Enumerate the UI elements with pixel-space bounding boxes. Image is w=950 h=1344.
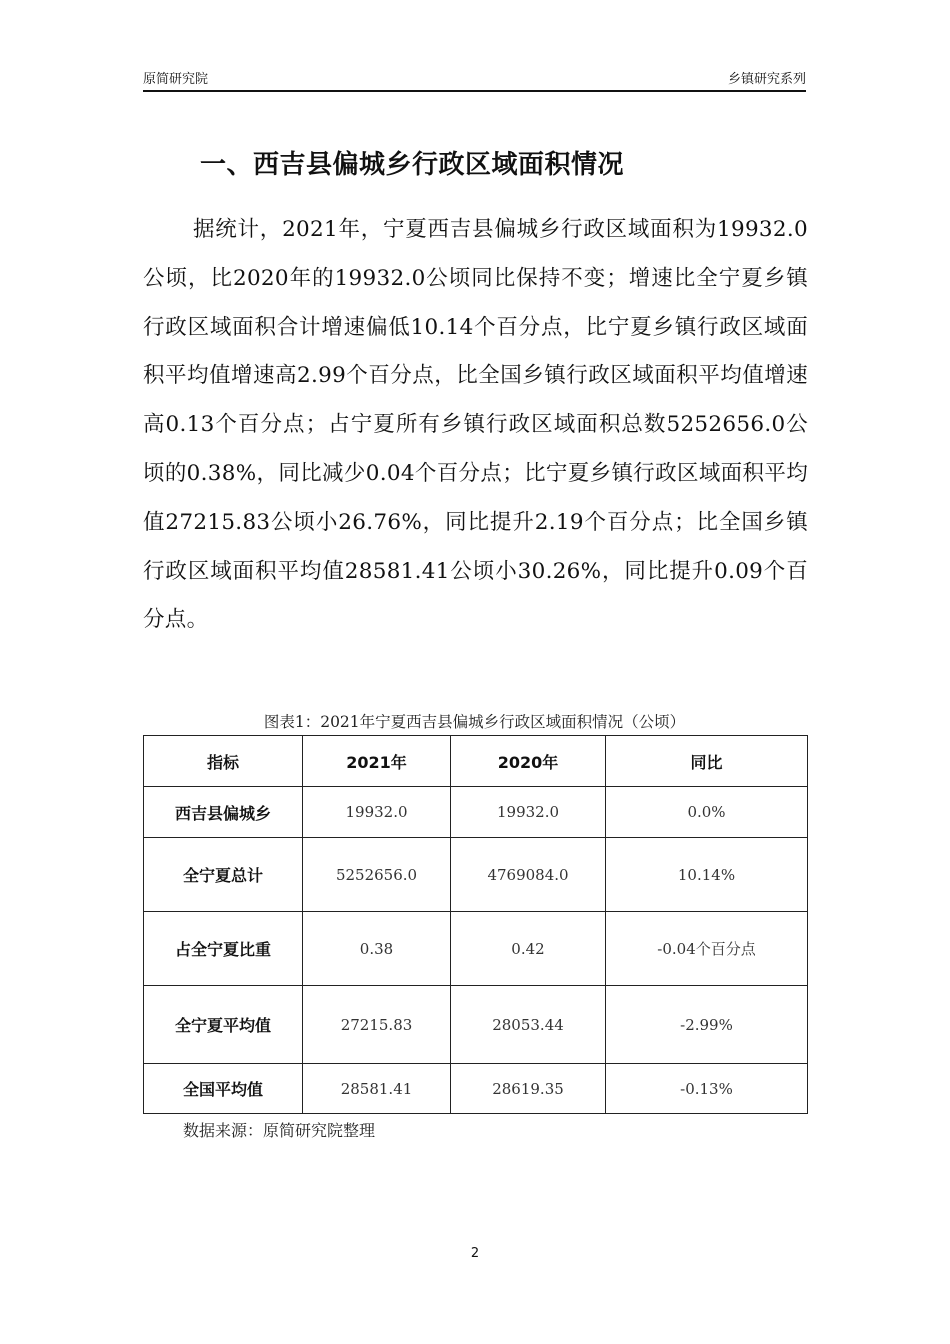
value-yoy: 10.14%: [606, 838, 808, 912]
header-series-name: 乡镇研究系列: [727, 72, 806, 87]
page-number: 2: [470, 1246, 480, 1261]
table-row: [144, 838, 808, 912]
row-label: 全宁夏平均值: [144, 986, 303, 1064]
value-2021: 28581.41: [303, 1064, 451, 1114]
value-yoy: -0.13%: [606, 1064, 808, 1114]
table-row: [144, 1064, 808, 1114]
section-title: 一、西吉县偏城乡行政区域面积情况: [200, 150, 625, 180]
table-row: [144, 912, 808, 986]
value-2020: 4769084.0: [451, 838, 606, 912]
value-2021: 27215.83: [303, 986, 451, 1064]
value-2021: 5252656.0: [303, 838, 451, 912]
data-source-note: 数据来源：原简研究院整理: [183, 1121, 376, 1140]
table-row: [144, 986, 808, 1064]
header-yoy: 同比: [606, 736, 808, 787]
value-2021: 19932.0: [303, 787, 451, 838]
header-2021: 2021年: [303, 736, 451, 787]
value-yoy: -0.04个百分点: [606, 912, 808, 986]
body-paragraph: 据统计，2021年，宁夏西吉县偏城乡行政区域面积为19932.0公顷，比2020年的19932.0公顷同比保持不变；增速比全宁夏乡镇行政区域面积合计增速偏低10.14个百分点，比宁夏乡镇行政区域面积平均值增速高2.99个百分点，比全国乡镇行政区域面积平均值增速高0.13个百分点；占宁夏所有乡镇行政区域面积总数5252656.0公顷的0.38%，同比减少0.04个百分点；比宁夏乡镇行政区域面积平均值27215.83公顷小26.76%，同比提升2.19个百分点；比全国乡镇行政区域面积平均值28581.41公顷小30.26%，同比提升0.09个百分点。: [143, 217, 808, 633]
value-yoy: -2.99%: [606, 986, 808, 1064]
value-2020: 28619.35: [451, 1064, 606, 1114]
row-label: 全国平均值: [144, 1064, 303, 1114]
area-data-table: [143, 735, 808, 1114]
value-2020: 0.42: [451, 912, 606, 986]
page-header: [143, 66, 806, 92]
table-caption: 图表1：2021年宁夏西吉县偏城乡行政区域面积情况（公顷）: [263, 713, 686, 731]
value-2020: 19932.0: [451, 787, 606, 838]
row-label: 西吉县偏城乡: [144, 787, 303, 838]
value-yoy: 0.0%: [606, 787, 808, 838]
header-2020: 2020年: [451, 736, 606, 787]
table-header-row: [144, 736, 808, 787]
header-org-name: 原简研究院: [143, 72, 209, 87]
row-label: 全宁夏总计: [144, 838, 303, 912]
row-label: 占全宁夏比重: [144, 912, 303, 986]
table-row: [144, 787, 808, 838]
value-2020: 28053.44: [451, 986, 606, 1064]
value-2021: 0.38: [303, 912, 451, 986]
header-indicator: 指标: [144, 736, 303, 787]
